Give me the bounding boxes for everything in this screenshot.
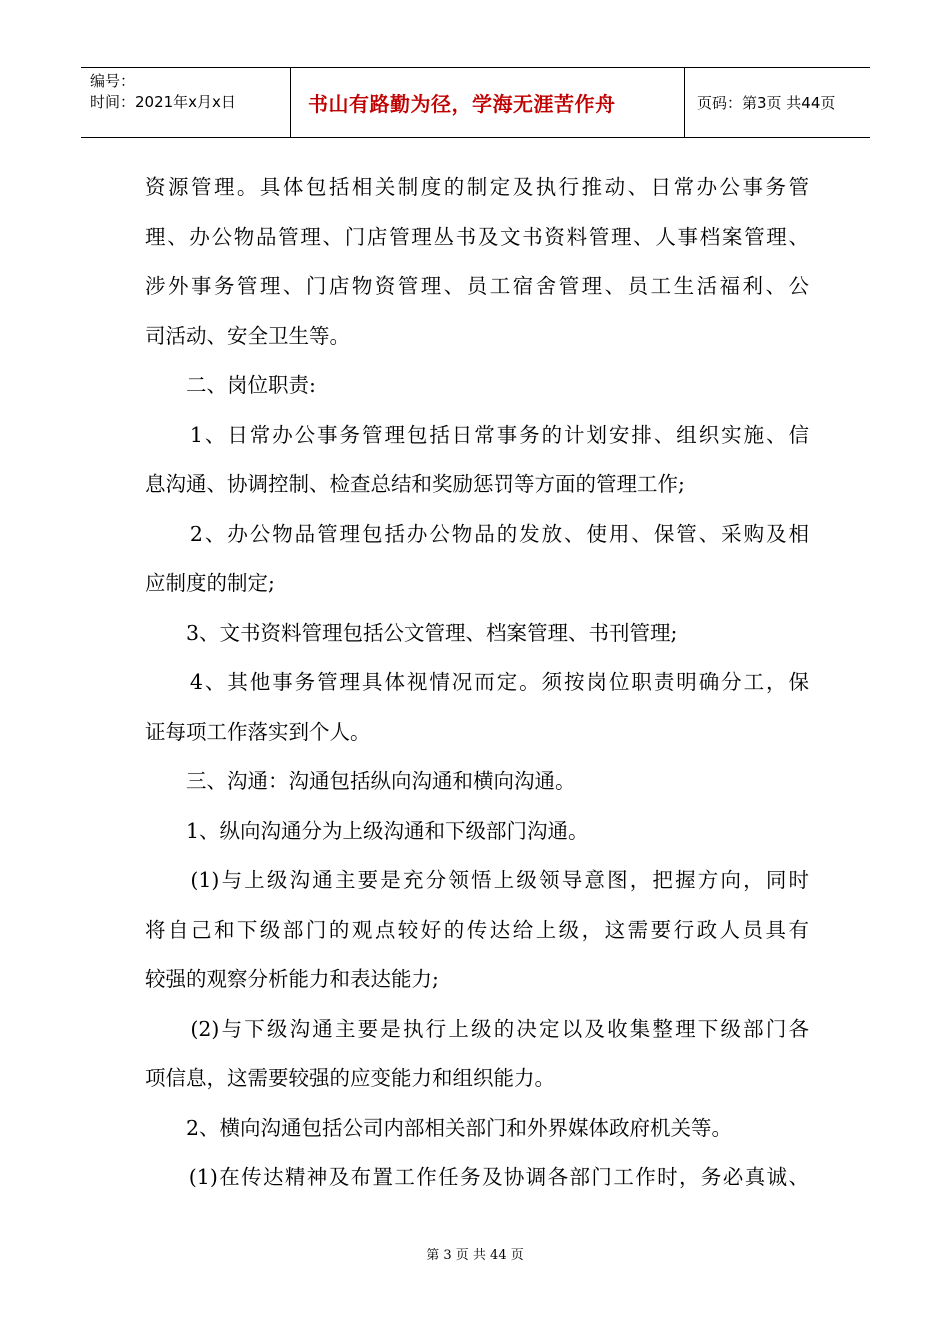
body-line: 项信息，这需要较强的应变能力和组织能力。: [145, 1066, 555, 1090]
body-line: 2、办公物品管理包括办公物品的发放、使用、保管、采购及相: [145, 521, 809, 546]
document-number: 编号：: [90, 72, 136, 90]
document-date: 时间：2021年x月x日: [90, 93, 236, 111]
body-line: 息沟通、协调控制、检查总结和奖励惩罚等方面的管理工作;: [145, 472, 685, 496]
body-line: 证每项工作落实到个人。: [145, 719, 371, 744]
body-line: 应制度的制定;: [145, 571, 275, 595]
body-line: (1)在传达精神及布置工作任务及协调各部门工作时，务必真诚、: [145, 1165, 809, 1189]
body-line: 司活动、安全卫生等。: [145, 323, 350, 348]
header-slogan: 书山有路勤为径，学海无涯苦作舟: [291, 68, 685, 137]
body-line: 1、日常办公事务管理包括日常事务的计划安排、组织实施、信: [145, 422, 809, 447]
body-line: 资源管理。具体包括相关制度的制定及执行推动、日常办公事务管: [145, 175, 809, 199]
body-line: 2、横向沟通包括公司内部相关部门和外界媒体政府机关等。: [145, 1115, 733, 1140]
body-line: 4、其他事务管理具体视情况而定。须按岗位职责明确分工，保: [145, 670, 809, 694]
body-line: 理、办公物品管理、门店管理丛书及文书资料管理、人事档案管理、: [145, 224, 809, 249]
header-meta: [81, 68, 291, 137]
body-line: 涉外事务管理、门店物资管理、员工宿舍管理、员工生活福利、公: [145, 274, 809, 298]
body-line: 较强的观察分析能力和表达能力;: [145, 967, 439, 991]
body-line: (2)与下级沟通主要是执行上级的决定以及收集整理下级部门各: [145, 1016, 809, 1041]
body-line: (1)与上级沟通主要是充分领悟上级领导意图，把握方向，同时: [145, 868, 809, 892]
document-body: [145, 163, 809, 1203]
body-line: 3、文书资料管理包括公文管理、档案管理、书刊管理;: [145, 620, 678, 645]
header-page-info: 页码：第3页 共44页: [697, 94, 836, 112]
page-header: [81, 67, 870, 138]
page-footer: 第 3 页 共 44 页: [426, 1248, 524, 1263]
body-line: 将自己和下级部门的观点较好的传达给上级，这需要行政人员具有: [145, 917, 809, 942]
body-line: 1、纵向沟通分为上级沟通和下级部门沟通。: [145, 818, 589, 843]
body-line: 二、岗位职责:: [145, 373, 316, 397]
body-line: 三、沟通：沟通包括纵向沟通和横向沟通。: [145, 769, 576, 793]
